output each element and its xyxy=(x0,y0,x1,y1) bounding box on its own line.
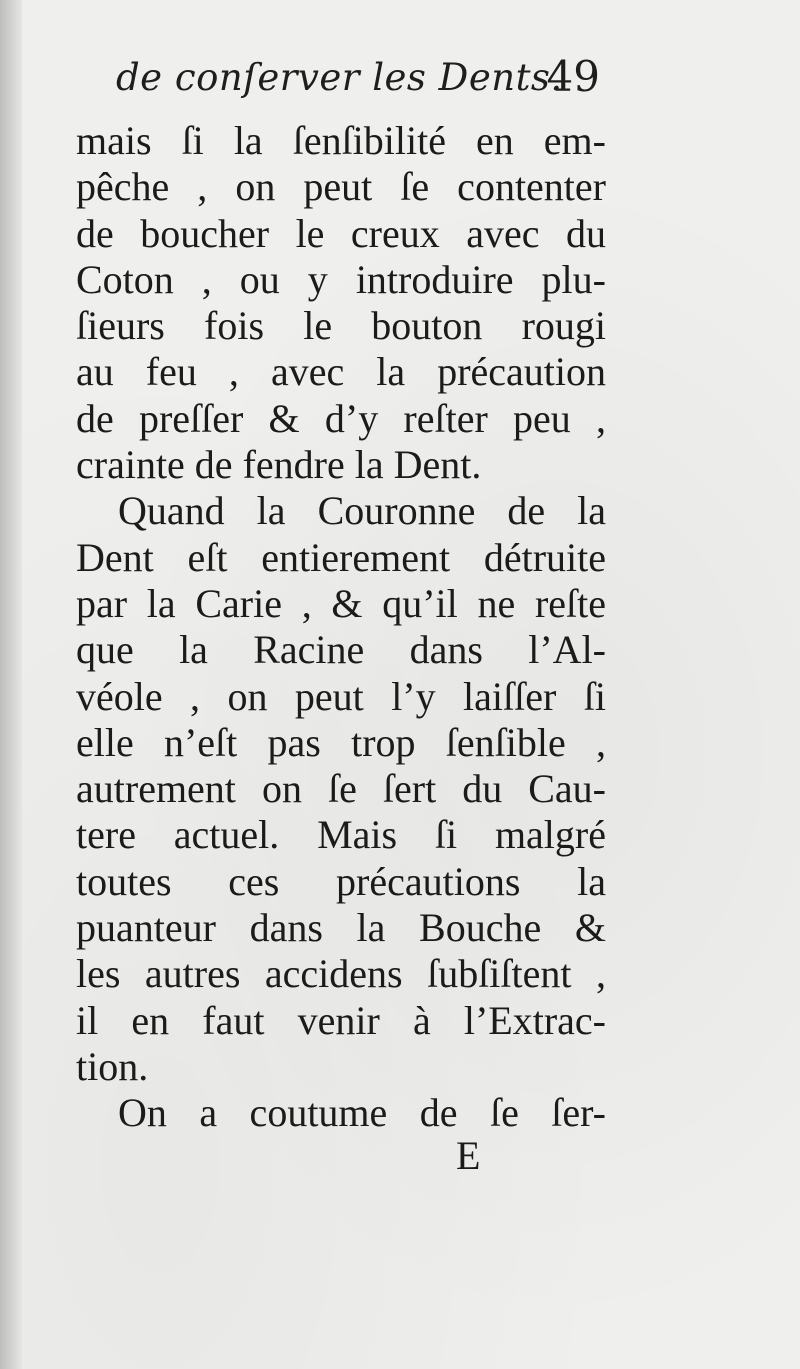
text-line: par la Carie , & qu’il ne reſte xyxy=(76,580,606,626)
text-line: pêche , on peut ſe contenter xyxy=(76,164,606,210)
running-title: de conſerver les Dents. xyxy=(116,56,563,99)
text-line: véole , on peut l’y laiſſer ſi xyxy=(76,673,606,719)
text-line: de boucher le creux avec du xyxy=(76,210,606,256)
text-line: que la Racine dans l’Al- xyxy=(76,627,606,673)
text-line: crainte de fendre la Dent. xyxy=(76,442,482,488)
catchword: E xyxy=(456,1133,481,1178)
text-line: Quand la Couronne de la xyxy=(118,488,606,534)
text-line: toutes ces précautions la xyxy=(76,858,606,904)
text-line: Dent eſt entierement détruite xyxy=(76,534,606,580)
text-line: puanteur dans la Bouche & xyxy=(76,905,606,951)
text-line: mais ſi la ſenſibilité en em- xyxy=(76,118,606,163)
text-line: autrement on ſe ſert du Cau- xyxy=(76,766,606,812)
text-line: ſieurs fois le bouton rougi xyxy=(76,303,606,349)
body-text xyxy=(76,118,606,1137)
text-line: Coton , ou y introduire plu- xyxy=(76,256,606,302)
page-binding-edge xyxy=(0,0,22,1369)
page-number: 49 xyxy=(546,52,600,101)
text-line: les autres accidens ſubſiſtent , xyxy=(76,951,606,997)
text-line: au feu , avec la précaution xyxy=(76,349,606,395)
text-line: de preſſer & d’y reſter peu , xyxy=(76,395,606,441)
text-line: On a coutume de ſe ſer- xyxy=(118,1090,606,1136)
text-line: tion. xyxy=(76,1043,149,1089)
text-line: tere actuel. Mais ſi malgré xyxy=(76,812,606,858)
text-line: il en faut venir à l’Extrac- xyxy=(76,997,606,1043)
running-head xyxy=(116,52,606,112)
text-line: elle n’eſt pas trop ſenſible , xyxy=(76,719,606,765)
